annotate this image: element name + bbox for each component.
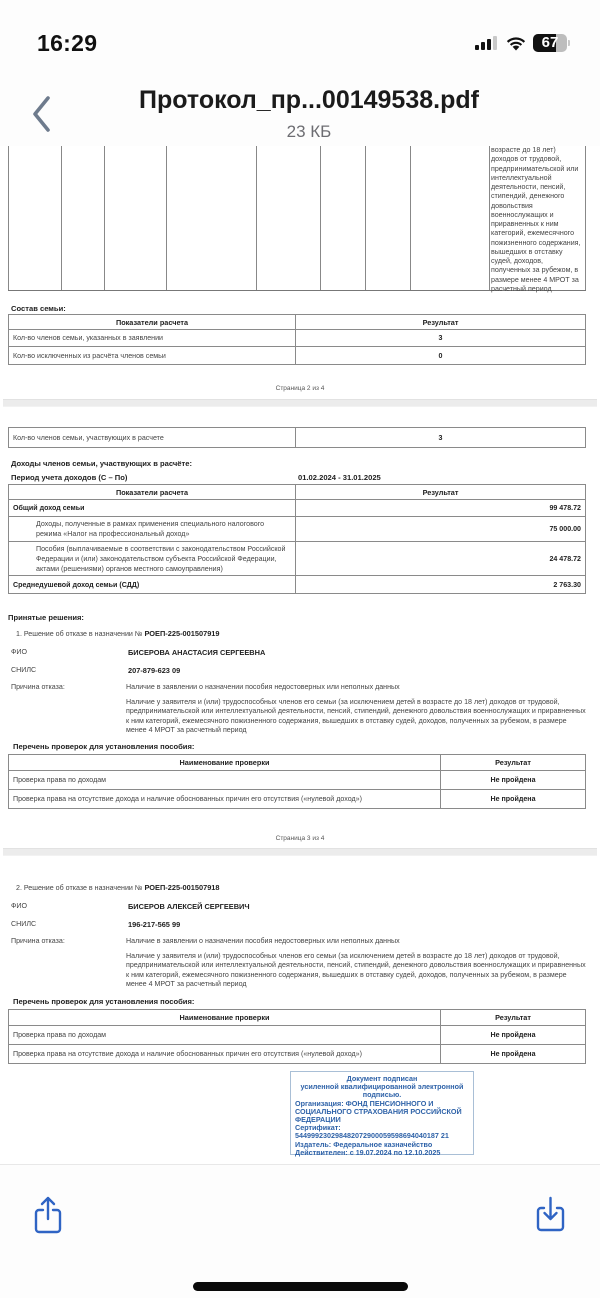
home-indicator[interactable] (193, 1282, 408, 1291)
income-source-label: Пособия (выплачиваемые в соответствии с законодательством Российской Федерации и (или) законодательством субъекта Российской Федерации, актами (решениями) органов местного самоуправления) (9, 542, 296, 576)
row-label: Кол-во членов семьи, участвующих в расчете (9, 428, 296, 448)
table-row (9, 330, 586, 347)
table-header-row (9, 315, 586, 330)
table-header-row (9, 485, 586, 500)
income-table (8, 484, 586, 594)
signature-organization: Организация: ФОНД ПЕНСИОННОГО И СОЦИАЛЬНОГО СТРАХОВАНИЯ РОССИЙСКОЙ ФЕДЕРАЦИИ (295, 1098, 462, 1125)
check-name: Проверка права на отсутствие дохода и наличие обоснованных причин его отсутствия («нулевой доход») (9, 790, 441, 809)
check-result: Не пройдена (441, 790, 586, 809)
battery-tip (568, 40, 570, 46)
checks-heading: Перечень проверок для установления пособия: (13, 997, 195, 1006)
fio-value: БИСЕРОВ АЛЕКСЕЙ СЕРГЕЕВИЧ (128, 902, 250, 911)
table-row (9, 428, 586, 448)
decision-title-prefix: 2. Решение об отказе в назначении № (16, 884, 143, 892)
snils-label: СНИЛС (11, 920, 37, 928)
signature-certificate-label: Сертификат: (295, 1123, 341, 1133)
file-size: 23 КБ (286, 122, 332, 141)
check-result: Не пройдена (441, 1026, 586, 1045)
fio-label: ФИО (11, 902, 28, 910)
table-row (9, 1026, 586, 1045)
navigation-bar (0, 80, 600, 146)
table-row (9, 1045, 586, 1064)
table-header-row (9, 755, 586, 771)
signature-line-2: усиленной квалифицированной электронной (300, 1082, 464, 1092)
checks-table-2 (8, 1009, 586, 1064)
check-name: Проверка права на отсутствие дохода и наличие обоснованных причин его отсутствия («нулевой доход») (9, 1045, 441, 1064)
avg-income-value: 2 763.30 (296, 576, 586, 594)
reason-text-1: Наличие в заявлении о назначении пособия недостоверных или неполных данных (126, 683, 400, 691)
download-icon (533, 1195, 569, 1237)
decision-title-prefix: 1. Решение об отказе в назначении № (16, 630, 143, 638)
reason-label: Причина отказа: (11, 683, 65, 691)
reason-text-1: Наличие в заявлении о назначении пособия недостоверных или неполных данных (126, 937, 400, 945)
snils-value: 196-217-565 99 (128, 920, 181, 929)
battery-percent: 67 (541, 34, 559, 51)
signature-line-1: Документ подписан (346, 1074, 418, 1083)
income-period-value: 01.02.2024 - 31.01.2025 (298, 473, 381, 482)
header-check-name: Наименование проверки (9, 1010, 441, 1026)
cellular-signal-icon (475, 36, 497, 50)
table-row (9, 347, 586, 365)
fio-value: БИСЕРОВА АНАСТАСИЯ СЕРГЕЕВНА (128, 648, 266, 657)
checks-table-1 (8, 754, 586, 809)
signature-line-3: подписью. (362, 1090, 402, 1100)
status-icons (475, 34, 570, 52)
table-row (9, 771, 586, 790)
fio-label: ФИО (11, 648, 28, 656)
snils-label: СНИЛС (11, 666, 37, 674)
share-button[interactable] (31, 1195, 67, 1237)
checks-heading: Перечень проверок для установления пособия: (13, 742, 195, 751)
page-number-3: Страница 3 из 4 (275, 835, 325, 842)
table-cell-reason-text: возрасте до 18 лет) доходов от трудовой, предпринимательской или интеллектуальной деятельности, пенсий, стипендий, денежного довольствия военнослужащих и приравненных к ним категорий, ежемесячного пожизненного содержания, вышедших в отставку судей, доходов, полученных за рубежом, в размере менее 4 МРОТ за расчетный период (491, 146, 581, 293)
table-row (9, 790, 586, 809)
check-result: Не пройдена (441, 771, 586, 790)
total-income-value: 99 478.72 (296, 500, 586, 517)
family-members-in-calc-table (8, 427, 586, 448)
battery-icon (533, 34, 567, 52)
document-title: Протокол_пр...00149538.pdf (139, 86, 479, 114)
check-name: Проверка права по доходам (9, 771, 441, 790)
income-source-value: 24 478.72 (296, 542, 586, 576)
page-number-2: Страница 2 из 4 (275, 385, 325, 392)
table-row-average (9, 576, 586, 594)
share-icon (31, 1195, 67, 1237)
status-time: 16:29 (37, 30, 98, 56)
table-row-total (9, 500, 586, 517)
income-source-value: 75 000.00 (296, 517, 586, 542)
wifi-icon (505, 35, 527, 51)
income-period-label: Период учета доходов (С – По) (11, 473, 128, 482)
header-check-result: Результат (441, 755, 586, 771)
snils-value: 207-879-623 09 (128, 666, 181, 675)
row-value: 0 (296, 347, 586, 365)
header-result: Результат (296, 485, 586, 500)
decision-2-title (16, 883, 220, 892)
total-income-label: Общий доход семьи (9, 500, 296, 517)
bottom-toolbar (0, 1164, 600, 1298)
row-value: 3 (296, 428, 586, 448)
save-to-files-button[interactable] (533, 1195, 569, 1237)
table-row (9, 517, 586, 542)
decision-number: РОЕП-225-001507919 (144, 629, 220, 638)
pdf-viewer[interactable] (0, 146, 600, 1164)
row-label: Кол-во исключенных из расчёта членов семьи (9, 347, 296, 365)
decisions-heading: Принятые решения: (8, 613, 84, 622)
status-bar (0, 0, 600, 80)
signature-valid: Действителен: с 19.07.2024 по 12.10.2025 (295, 1147, 441, 1157)
decision-1-title (16, 629, 220, 638)
header-check-name: Наименование проверки (9, 755, 441, 771)
family-composition-heading: Состав семьи: (11, 304, 66, 313)
header-indicator: Показатели расчета (9, 485, 296, 500)
row-value: 3 (296, 330, 586, 347)
electronic-signature-stamp (290, 1071, 474, 1155)
table-header-row (9, 1010, 586, 1026)
check-name: Проверка права по доходам (9, 1026, 441, 1045)
reason-label: Причина отказа: (11, 937, 65, 945)
reason-text-2: Наличие у заявителя и (или) трудоспособных членов его семьи (за исключением детей в возрасте до 18 лет) доходов от трудовой, предпринимательской или интеллектуальной деятельности, пенсий, стипендий, денежного довольствия военнослужащих и приравненных к ним категорий, ежемесячного пожизненного содержания, вышедших в отставку судей, доходов, полученных за рубежом, в размере менее 4 МРОТ за расчетный период (126, 952, 586, 989)
decision-number: РОЕП-225-001507918 (144, 883, 220, 892)
family-composition-table (8, 314, 586, 365)
header-indicator: Показатели расчета (9, 315, 296, 330)
signature-certificate: 544999230298482072900059598694040187 21 (295, 1131, 449, 1141)
avg-income-label: Среднедушевой доход семьи (СДД) (9, 576, 296, 594)
page-separator (3, 399, 597, 407)
header-check-result: Результат (441, 1010, 586, 1026)
signature-issuer: Издатель: Федеральное казначейство (295, 1139, 433, 1149)
header-result: Результат (296, 315, 586, 330)
page-separator (3, 848, 597, 856)
row-label: Кол-во членов семьи, указанных в заявлении (9, 330, 296, 347)
table-row (9, 542, 586, 576)
income-source-label: Доходы, полученные в рамках применения специального налогового режима «Налог на профессиональный доход» (9, 517, 296, 542)
income-heading: Доходы членов семьи, участвующих в расчёте: (11, 459, 192, 468)
reason-text-2: Наличие у заявителя и (или) трудоспособных членов его семьи (за исключением детей в возрасте до 18 лет) доходов от трудовой, предпринимательской или интеллектуальной деятельности, пенсий, стипендий, денежного довольствия военнослужащих и приравненных к ним категорий, ежемесячного пожизненного содержания, вышедших в отставку судей, доходов, полученных за рубежом, в размере менее 4 МРОТ за расчетный период (126, 698, 586, 735)
check-result: Не пройдена (441, 1045, 586, 1064)
